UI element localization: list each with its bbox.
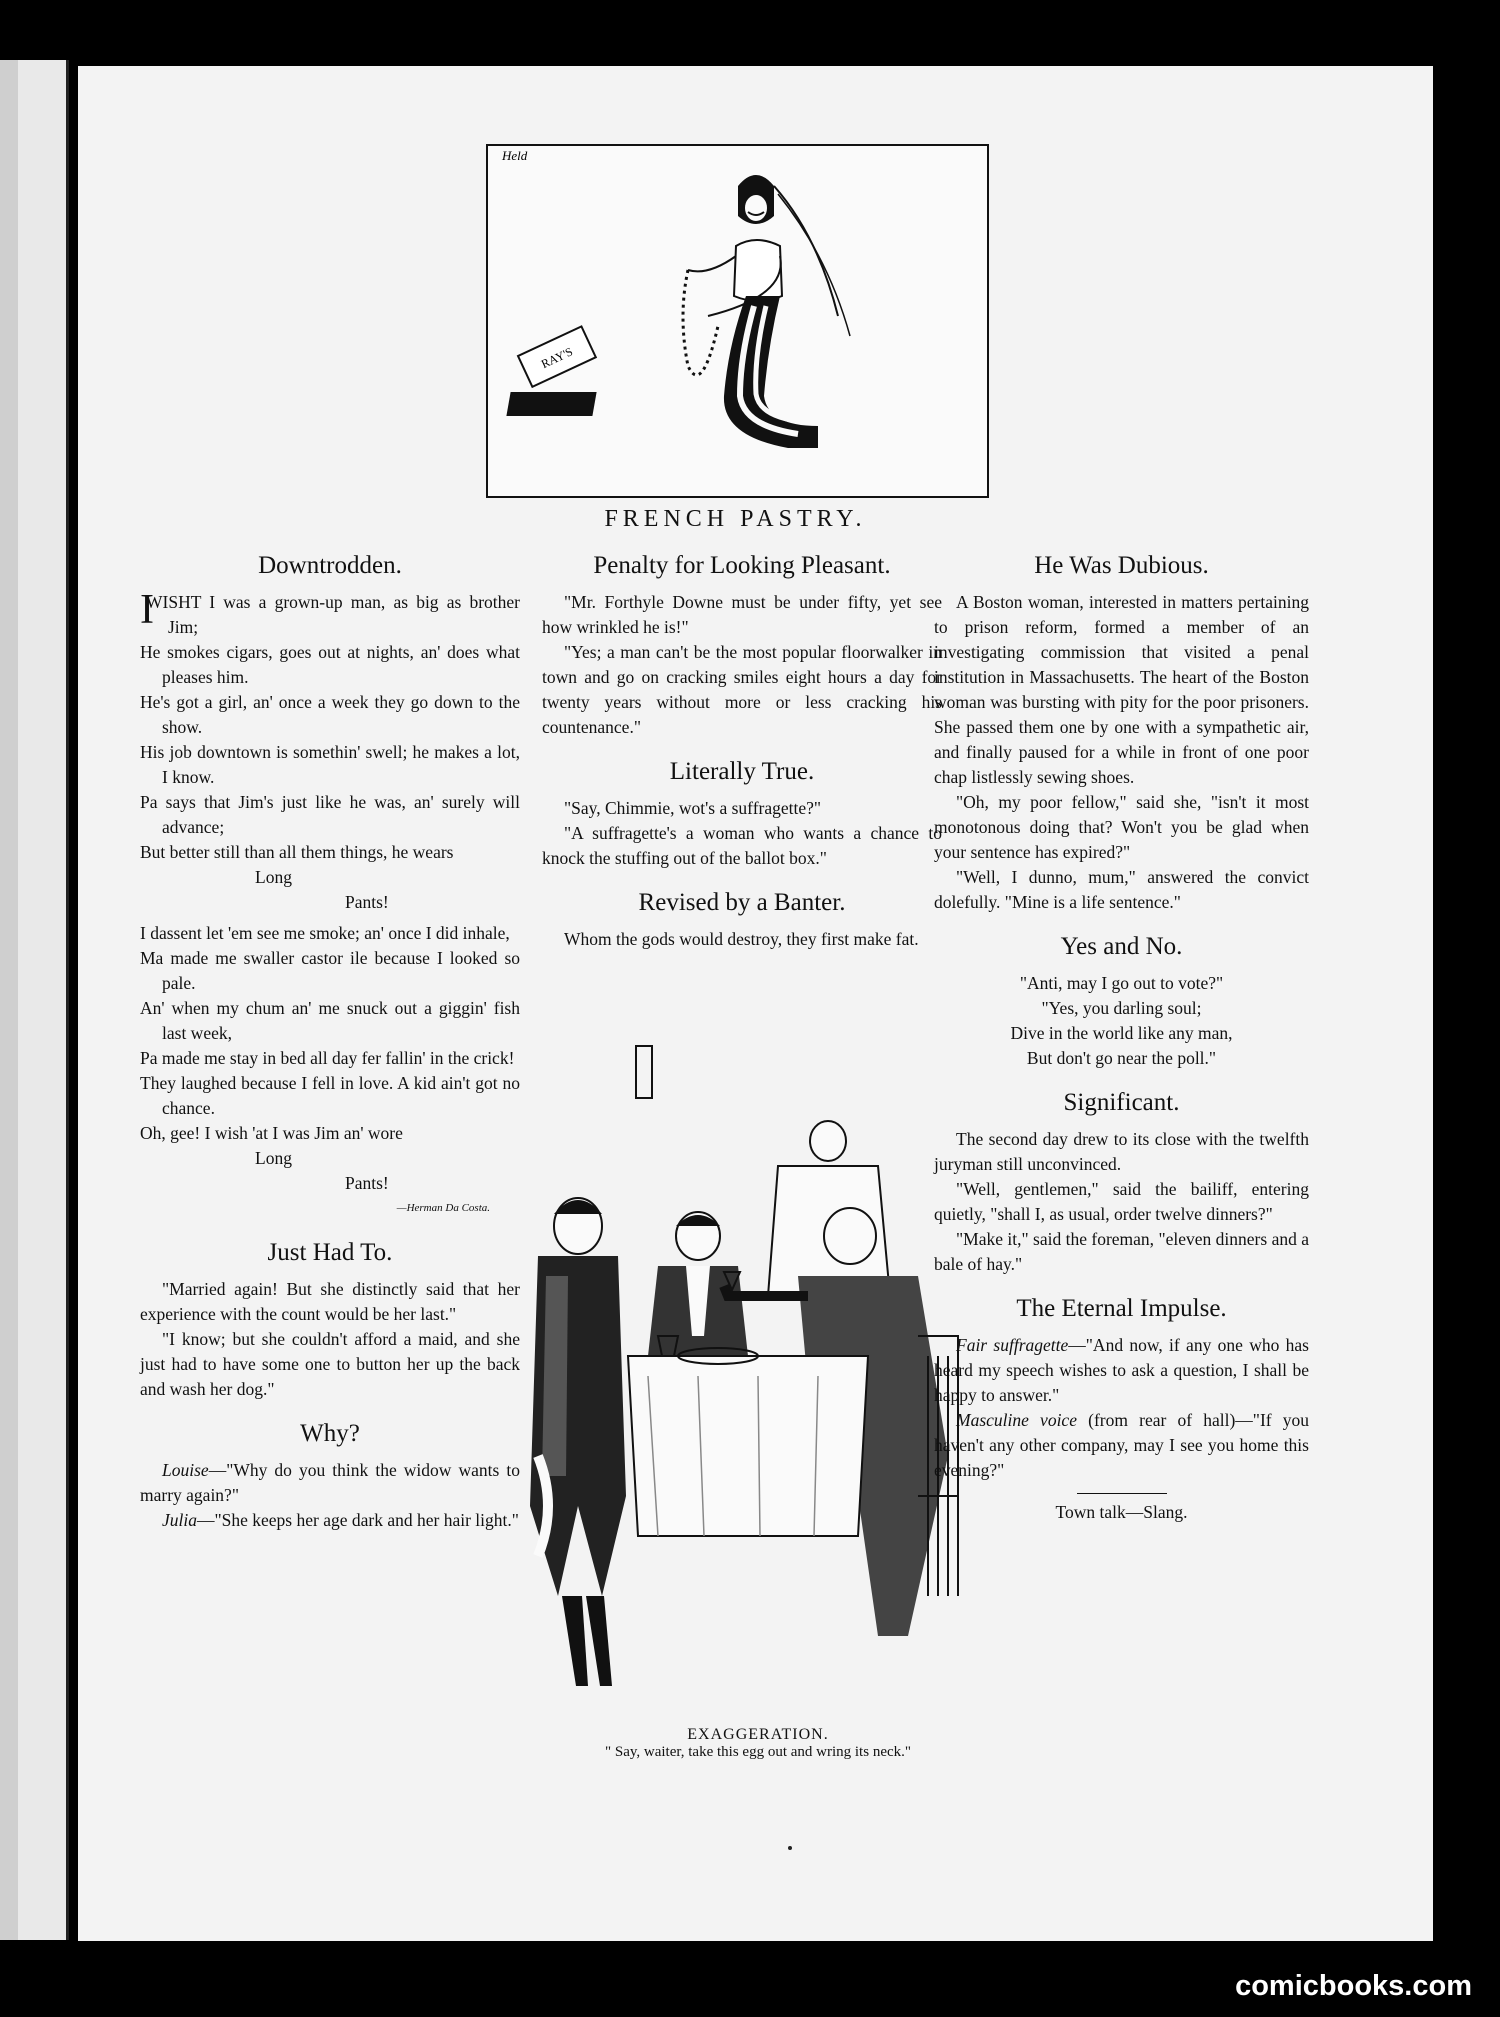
just-had-to-title: Just Had To. bbox=[267, 1239, 393, 1266]
yes-and-no-title: Yes and No. bbox=[1060, 933, 1183, 960]
woman-with-pearls-illustration bbox=[488, 146, 987, 496]
poem-line: Ma made me swaller castor ile because I looked so pale. bbox=[140, 948, 520, 993]
source-credit: Town talk—Slang. bbox=[1055, 1502, 1188, 1522]
poem-line: But better still than all them things, he wears bbox=[140, 842, 454, 862]
penalty-title: Penalty for Looking Pleasant. bbox=[593, 552, 891, 579]
french-pastry-caption: FRENCH PASTRY. bbox=[604, 506, 867, 532]
dialogue-line: Julia—"She keeps her age dark and her hair light." bbox=[162, 1510, 519, 1530]
why-title: Why? bbox=[300, 1420, 360, 1447]
refrain-pants: Pants! bbox=[345, 1173, 389, 1193]
magazine-page bbox=[78, 66, 1433, 1941]
paragraph: "Well, I dunno, mum," answered the convict dolefully. "Mine is a life sentence." bbox=[934, 867, 1309, 912]
paragraph: Whom the gods would destroy, they first make fat. bbox=[564, 929, 919, 949]
paragraph: "Mr. Forthyle Downe must be under fifty, yet see how wrinkled he is!" bbox=[542, 592, 942, 637]
paragraph: "A suffragette's a woman who wants a chance to knock the stuffing out of the ballot box." bbox=[542, 823, 942, 868]
dialogue-line: Louise—"Why do you think the widow wants to marry again?" bbox=[140, 1460, 520, 1505]
divider-rule bbox=[1077, 1493, 1167, 1494]
revised-title: Revised by a Banter. bbox=[638, 889, 846, 916]
poem-line: I dassent let 'em see me smoke; an' once I did inhale, bbox=[140, 923, 510, 943]
poem-line: Pa says that Jim's just like he was, an' surely will advance; bbox=[140, 792, 520, 837]
verse-line: "Yes, you darling soul; bbox=[1041, 998, 1202, 1018]
poem-line: His job downtown is somethin' swell; he makes a lot, I know. bbox=[140, 742, 520, 787]
verse-line: "Anti, may I go out to vote?" bbox=[1019, 973, 1224, 993]
dubious-title: He Was Dubious. bbox=[1034, 552, 1209, 579]
dialogue-line: Fair suffragette—"And now, if any one who has heard my speech wishes to ask a question, I shall be happy to answer." bbox=[934, 1335, 1309, 1405]
paragraph: "Say, Chimmie, wot's a suffragette?" bbox=[564, 798, 822, 818]
paragraph: "Well, gentlemen," said the bailiff, entering quietly, "shall I, as usual, order twelve dinners?" bbox=[934, 1179, 1309, 1224]
verse-line: But don't go near the poll." bbox=[1026, 1048, 1217, 1068]
verse-line: Dive in the world like any man, bbox=[1010, 1023, 1233, 1043]
poem-line: He's got a girl, an' once a week they go down to the show. bbox=[140, 692, 520, 737]
poem-line: I WISHT I was a grown-up man, as big as brother Jim; bbox=[140, 587, 520, 637]
refrain-long: Long bbox=[255, 867, 292, 887]
exaggeration-caption bbox=[498, 1726, 1018, 1761]
refrain-long: Long bbox=[255, 1148, 292, 1168]
cartoon-caption-quote: " Say, waiter, take this egg out and wring its neck." bbox=[604, 1744, 912, 1760]
literally-true-title: Literally True. bbox=[669, 758, 815, 785]
dialogue-line: Masculine voice (from rear of hall)—"If you haven't any other company, may I see you home this evening?" bbox=[934, 1410, 1310, 1480]
poem-line: They laughed because I fell in love. A kid ain't got no chance. bbox=[140, 1073, 520, 1118]
french-pastry-cartoon bbox=[486, 144, 989, 498]
paragraph: The second day drew to its close with the twelfth juryman still unconvinced. bbox=[934, 1129, 1309, 1174]
paragraph: "Oh, my poor fellow," said she, "isn't it most monotonous doing that? Won't you be glad when your sentence has expired?" bbox=[934, 792, 1309, 862]
adjacent-page-edge bbox=[0, 60, 69, 1940]
poem-line: Pa made me stay in bed all day fer fallin' in the crick! bbox=[140, 1048, 515, 1068]
column-middle bbox=[542, 544, 942, 952]
watermark: comicbooks.com bbox=[1235, 1970, 1472, 2002]
downtrodden-title: Downtrodden. bbox=[258, 552, 402, 579]
paragraph: "Yes; a man can't be the most popular floorwalker in town and go on cracking smiles eight hours a day for twenty years without more or less cracking his countenance." bbox=[542, 642, 942, 737]
poem-line: He smokes cigars, goes out at nights, an' does what pleases him. bbox=[140, 642, 520, 687]
column-left bbox=[140, 544, 520, 1533]
paragraph: "Make it," said the foreman, "eleven dinners and a bale of hay." bbox=[934, 1229, 1309, 1274]
paragraph: A Boston woman, interested in matters pertaining to prison reform, formed a member of an investigating commission that visited a penal institution in Massachusetts. The heart of the Boston woman was bursting with pity for the poor prisoners. She passed them one by one with a sympathetic air, and finally paused for a while in front of one poor chap listlessly sewing shoes. bbox=[934, 592, 1309, 787]
poem-line: Oh, gee! I wish 'at I was Jim an' wore bbox=[140, 1123, 403, 1143]
artist-signature: Held bbox=[502, 148, 528, 163]
paragraph: "I know; but she couldn't afford a maid, and she just had to have some one to button her up the back and wash her dog." bbox=[140, 1329, 520, 1399]
poem-line: An' when my chum an' me snuck out a giggin' fish last week, bbox=[140, 998, 520, 1043]
significant-title: Significant. bbox=[1063, 1089, 1180, 1116]
cartoon-caption-title: EXAGGERATION. bbox=[687, 1726, 829, 1743]
page-mark bbox=[788, 1846, 792, 1850]
poem-author: —Herman Da Costa. bbox=[396, 1202, 490, 1214]
paragraph: "Married again! But she distinctly said that her experience with the count would be her last." bbox=[140, 1279, 520, 1324]
box-label: RAY'S bbox=[538, 344, 575, 372]
column-right bbox=[934, 544, 1309, 1525]
refrain-pants: Pants! bbox=[345, 892, 389, 912]
eternal-impulse-title: The Eternal Impulse. bbox=[1016, 1295, 1227, 1322]
